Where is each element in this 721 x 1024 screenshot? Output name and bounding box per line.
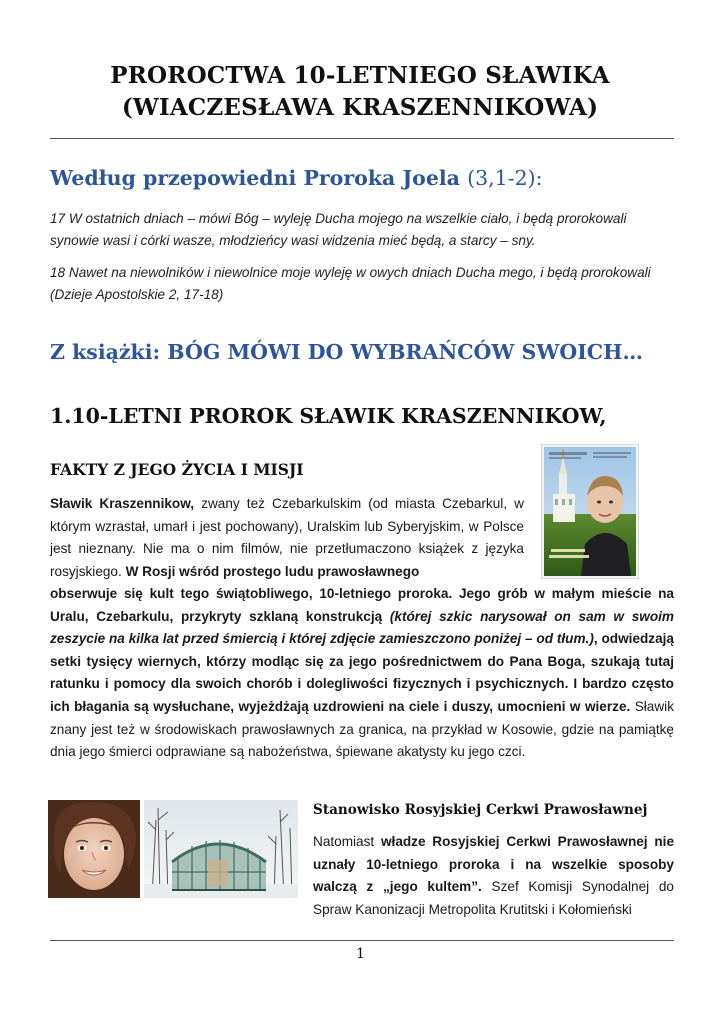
facts-subheading: FAKTY Z JEGO ŻYCIA I MISJI: [50, 460, 304, 479]
book-heading: Z książki: BÓG MÓWI DO WYBRAŃCÓW SWOICH…: [50, 340, 643, 364]
page-number: 1: [356, 946, 365, 962]
stanowisko-heading: Stanowisko Rosyjskiej Cerkwi Prawosławnej: [313, 802, 648, 818]
joel-heading-reference: (3,1-2):: [467, 166, 543, 190]
title-divider: [50, 138, 674, 139]
pilgrims-bold-text: , odwiedzają setki tysięcy wiernych, którzy modląc się za jego pośrednictwem do Pana Boga, szukają tutaj ratunku i pomocy dla swoich chorób i dolegliwości fizycznych i psychicznych. I bardzo często ich błagania są wysłuchane, wyjeżdżają uzdrowieni na ciele i duszy, umocnieni w wierze.: [50, 631, 674, 714]
church-bold-text: władze Rosyjskiej Cerkwi Prawosławnej nie uznały 10-letniego proroka i na wszelkie sposoby walczą z „jego kultem”.: [313, 834, 674, 895]
abroad-text: Sławik znany jest też w środowiskach prawosławnych za granica, na przykład w Kosowie, gdzie na pamiątkę dnia jego śmierci odprawiane są nabożeństwa, śpiewane akatysty ku jego czci.: [50, 698, 674, 760]
intro-text: zwany też Czebarkulskim (od miasta Czebarkul, w którym wzrastał, umarł i jest pochowany), Uralskim lub Syberyjskim, w Polsce jest nieznany. Nie ma o nim filmów, nie przetłumaczono książek z języka rosyjskiego.: [50, 496, 524, 579]
church-text-start: Natomiast: [313, 834, 381, 849]
verse-18: 18 Nawet na niewolników i niewolnice moje wyleję w owych dniach Ducha mego, i będą prorokowali (Dzieje Apostolskie 2, 17-18): [50, 265, 651, 302]
slawik-portrait-and-grave-photo: [48, 800, 298, 898]
footer-divider: [50, 940, 674, 941]
book-cover-image: [541, 444, 639, 579]
paragraph-intro: [50, 493, 524, 583]
cult-bold-text: obserwuje się kult tego świątobliwego, 10-letniego proroka. Jego grób w małym mieście na Uralu, Czebarkulu, przykryty szklaną konstrukcją: [50, 586, 674, 624]
joel-heading: [50, 166, 543, 190]
page-title-line-1: PROROCTWA 10-LETNIEGO SŁAWIKA: [110, 62, 610, 89]
church-text-end: Szef Komisji Synodalnej do Spraw Kanonizacji Metropolita Krutitski i Kołomieński: [313, 879, 674, 917]
section-heading: 1.10-LETNI PROROK SŁAWIK KRASZENNIKOW,: [50, 404, 607, 428]
verse-17: 17 W ostatnich dniach – mówi Bóg – wyleję Ducha mojego na wszelkie ciało, i będą prorokowali synowie wasi i córki wasze, młodzieńcy wasi widzenia mieć będą, a starcy – sny.: [50, 211, 627, 248]
paragraph-church-position: [313, 831, 674, 921]
intro-bold-text: W Rosji wśród prostego ludu prawosławnego: [125, 563, 420, 579]
joel-heading-text: Według przepowiedni Proroka Joela: [50, 166, 468, 190]
page-title-line-2: (WIACZESŁAWA KRASZENNIKOWA): [121, 94, 599, 121]
paragraph-cult: [50, 583, 674, 764]
name-bold: Sławik Kraszennikow,: [50, 496, 195, 511]
translator-note: (której szkic narysował on sam w swoim zeszycie na kilka lat przed śmiercią i której zdjęcie zamieszczono poniżej – od tłum.): [50, 608, 674, 647]
